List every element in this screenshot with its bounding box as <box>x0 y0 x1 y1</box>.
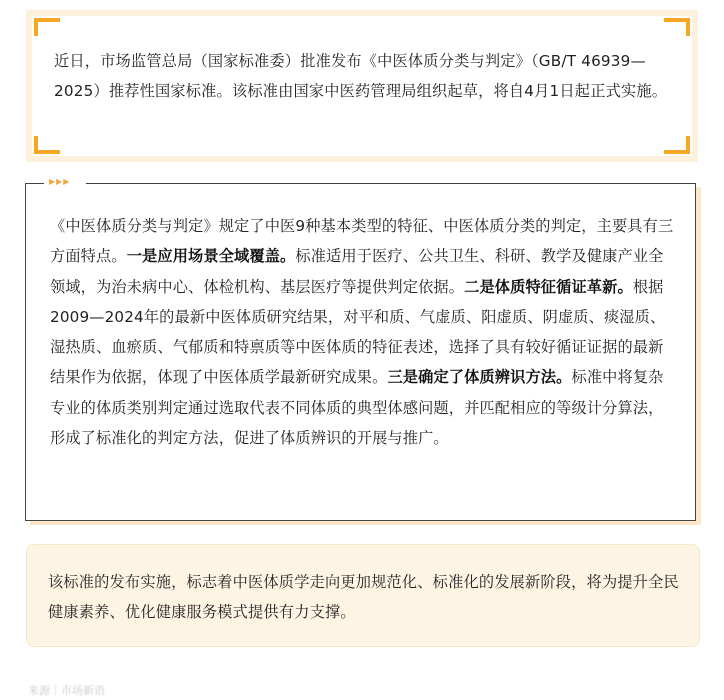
features-panel <box>25 177 696 521</box>
features-sentence-3: 根据2009—2024年的最新中医体质研究结果，对平和质、气虚质、阳虚质、阴虚质、痰湿质、湿热质、血瘀质、气郁质和特禀质等中医体质的特征表述，选择了具有较好循证证据的最新结果作为依据，体现了中医体质学最新研究成果。 <box>50 277 666 387</box>
conclusion-text: 该标准的发布实施，标志着中医体质学走向更加规范化、标准化的发展新阶段，将为提升全民健康素养、优化健康服务模式提供有力支撑。 <box>48 573 679 621</box>
feature-point-2: 二是体质特征循证革新。 <box>464 277 633 296</box>
corner-bracket-bottom-right <box>664 136 690 154</box>
corner-bracket-bottom-left <box>34 136 60 154</box>
triangle-dots-icon: ▶▶▶ <box>49 177 71 186</box>
features-sentence-4: 标准中将复杂专业的体质类别判定通过选取代表不同体质的典型体感问题，并匹配相应的等级计分算法，形成了标准化的判定方法，促进了体质辨识的开展与推广。 <box>50 368 664 448</box>
corner-bracket-top-left <box>34 18 60 36</box>
feature-point-1: 一是应用场景全域覆盖。 <box>126 247 296 266</box>
feature-point-3: 三是确定了体质辨识方法。 <box>387 368 572 387</box>
intro-panel <box>26 10 698 162</box>
conclusion-panel <box>26 544 700 647</box>
intro-panel-body <box>32 16 692 156</box>
features-text <box>50 211 674 453</box>
corner-bracket-top-right <box>664 18 690 36</box>
intro-text: 近日，市场监管总局（国家标准委）批准发布《中医体质分类与判定》（GB/T 46939—2025）推荐性国家标准。该标准由国家中医药管理局组织起草，将自4月1日起正式实施。 <box>54 52 668 100</box>
features-sentence-1: 《中医体质分类与判定》规定了中医9种基本类型的特征、中医体质分类的判定，主要具有三方面特点。 <box>50 217 674 266</box>
features-sentence-2: 标准适用于医疗、公共卫生、科研、教学及健康产业全领域，为治未病中心、体检机构、基层医疗等提供判定依据。 <box>50 247 664 296</box>
source-credit: 来源｜市场新语 <box>28 684 105 697</box>
